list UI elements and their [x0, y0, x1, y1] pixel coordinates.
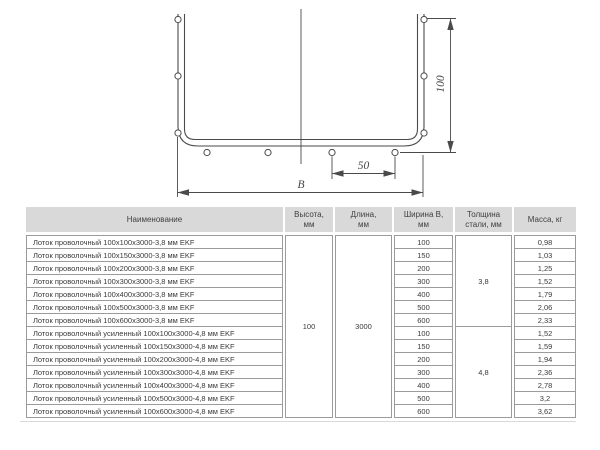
col-header-thickness — [455, 207, 512, 232]
dimension-spacing-label: 50 — [357, 160, 370, 172]
name-cell: Лоток проволочный 100х100х3000-3,8 мм EKF — [26, 235, 283, 249]
col-header-mass-label: Масса, кг — [527, 214, 563, 224]
mass-cell: 2,36 — [514, 365, 576, 379]
col-header-mass — [514, 207, 576, 232]
mass-cell: 1,52 — [514, 274, 576, 288]
mass-cell: 0,98 — [514, 235, 576, 249]
width-cell: 300 — [394, 365, 453, 379]
wire-circle — [204, 149, 210, 155]
name-cell: Лоток проволочный усиленный 100х300х3000-4,8 мм EKF — [26, 365, 283, 379]
mass-cell: 1,03 — [514, 248, 576, 262]
name-cell: Лоток проволочный усиленный 100х400х3000-4,8 мм EKF — [26, 378, 283, 392]
length-merged-cell: 3000 — [335, 235, 392, 418]
name-cell: Лоток проволочный 100х300х3000-3,8 мм EKF — [26, 274, 283, 288]
col-header-height-line2: мм — [303, 219, 315, 229]
thickness-merged-cell-reinforced: 4,8 — [455, 326, 512, 418]
mass-cell: 2,06 — [514, 300, 576, 314]
mass-cell: 2,33 — [514, 313, 576, 327]
width-cell: 400 — [394, 287, 453, 301]
col-header-length — [335, 207, 392, 232]
name-cell: Лоток проволочный 100х600х3000-3,8 мм EKF — [26, 313, 283, 327]
name-cell: Лоток проволочный усиленный 100х150х3000-4,8 мм EKF — [26, 339, 283, 353]
name-cell: Лоток проволочный усиленный 100х500х3000-4,8 мм EKF — [26, 391, 283, 405]
mass-cell: 2,78 — [514, 378, 576, 392]
width-cell: 500 — [394, 391, 453, 405]
name-cell: Лоток проволочный 100х150х3000-3,8 мм EKF — [26, 248, 283, 262]
width-cell: 200 — [394, 352, 453, 366]
col-header-width-line1: Ширина В, — [403, 209, 444, 219]
width-cell: 500 — [394, 300, 453, 314]
name-cell: Лоток проволочный усиленный 100х600х3000-4,8 мм EKF — [26, 404, 283, 418]
tray-cross-section-diagram — [0, 0, 600, 205]
col-header-height — [285, 207, 333, 232]
wire-circle — [175, 73, 181, 79]
col-header-name-label: Наименование — [126, 214, 183, 224]
specs-table — [26, 207, 576, 418]
col-header-thickness-line1: Толщина — [466, 209, 501, 219]
mass-cell: 1,94 — [514, 352, 576, 366]
wire-circle — [421, 73, 427, 79]
dimension-width-label: B — [297, 179, 305, 191]
col-header-thickness-line2: стали, мм — [465, 219, 502, 229]
width-cell: 150 — [394, 248, 453, 262]
mass-cell: 1,25 — [514, 261, 576, 275]
width-cell: 200 — [394, 261, 453, 275]
width-cell: 150 — [394, 339, 453, 353]
wire-circle — [175, 16, 181, 22]
name-cell: Лоток проволочный усиленный 100х100х3000-4,8 мм EKF — [26, 326, 283, 340]
mass-cell: 1,79 — [514, 287, 576, 301]
width-cell: 100 — [394, 235, 453, 249]
col-header-width — [394, 207, 453, 232]
mass-cell: 3,62 — [514, 404, 576, 418]
table-header-row — [26, 207, 576, 232]
wire-circle — [421, 130, 427, 136]
thickness-merged-cell-standard: 3,8 — [455, 235, 512, 327]
name-cell: Лоток проволочный 100х200х3000-3,8 мм EKF — [26, 261, 283, 275]
dimension-height-label: 100 — [435, 75, 447, 93]
col-header-width-line2: мм — [418, 219, 429, 229]
mass-cell: 3,2 — [514, 391, 576, 405]
width-cell: 400 — [394, 378, 453, 392]
name-cell: Лоток проволочный усиленный 100х200х3000-4,8 мм EKF — [26, 352, 283, 366]
height-merged-cell: 100 — [285, 235, 333, 418]
table-body — [26, 235, 576, 418]
width-cell: 100 — [394, 326, 453, 340]
width-cell: 300 — [394, 274, 453, 288]
mass-column — [514, 235, 576, 418]
bottom-divider — [20, 421, 576, 422]
col-header-height-line1: Высота, — [294, 209, 324, 219]
wire-circle — [265, 149, 271, 155]
height-column — [285, 235, 333, 418]
wire-circle — [175, 130, 181, 136]
wire-circle — [329, 149, 335, 155]
col-header-length-line2: мм — [358, 219, 369, 229]
col-header-length-line1: Длина, — [350, 209, 377, 219]
width-cell: 600 — [394, 404, 453, 418]
dimension-height — [400, 19, 456, 153]
mass-cell: 1,59 — [514, 339, 576, 353]
wire-circle — [392, 149, 398, 155]
name-cell: Лоток проволочный 100х500х3000-3,8 мм EKF — [26, 300, 283, 314]
name-cell: Лоток проволочный 100х400х3000-3,8 мм EKF — [26, 287, 283, 301]
name-column — [26, 235, 283, 418]
col-header-name — [26, 207, 283, 232]
thickness-column — [455, 235, 512, 418]
width-column — [394, 235, 453, 418]
wire-circle — [421, 16, 427, 22]
mass-cell: 1,52 — [514, 326, 576, 340]
length-column — [335, 235, 392, 418]
width-cell: 600 — [394, 313, 453, 327]
